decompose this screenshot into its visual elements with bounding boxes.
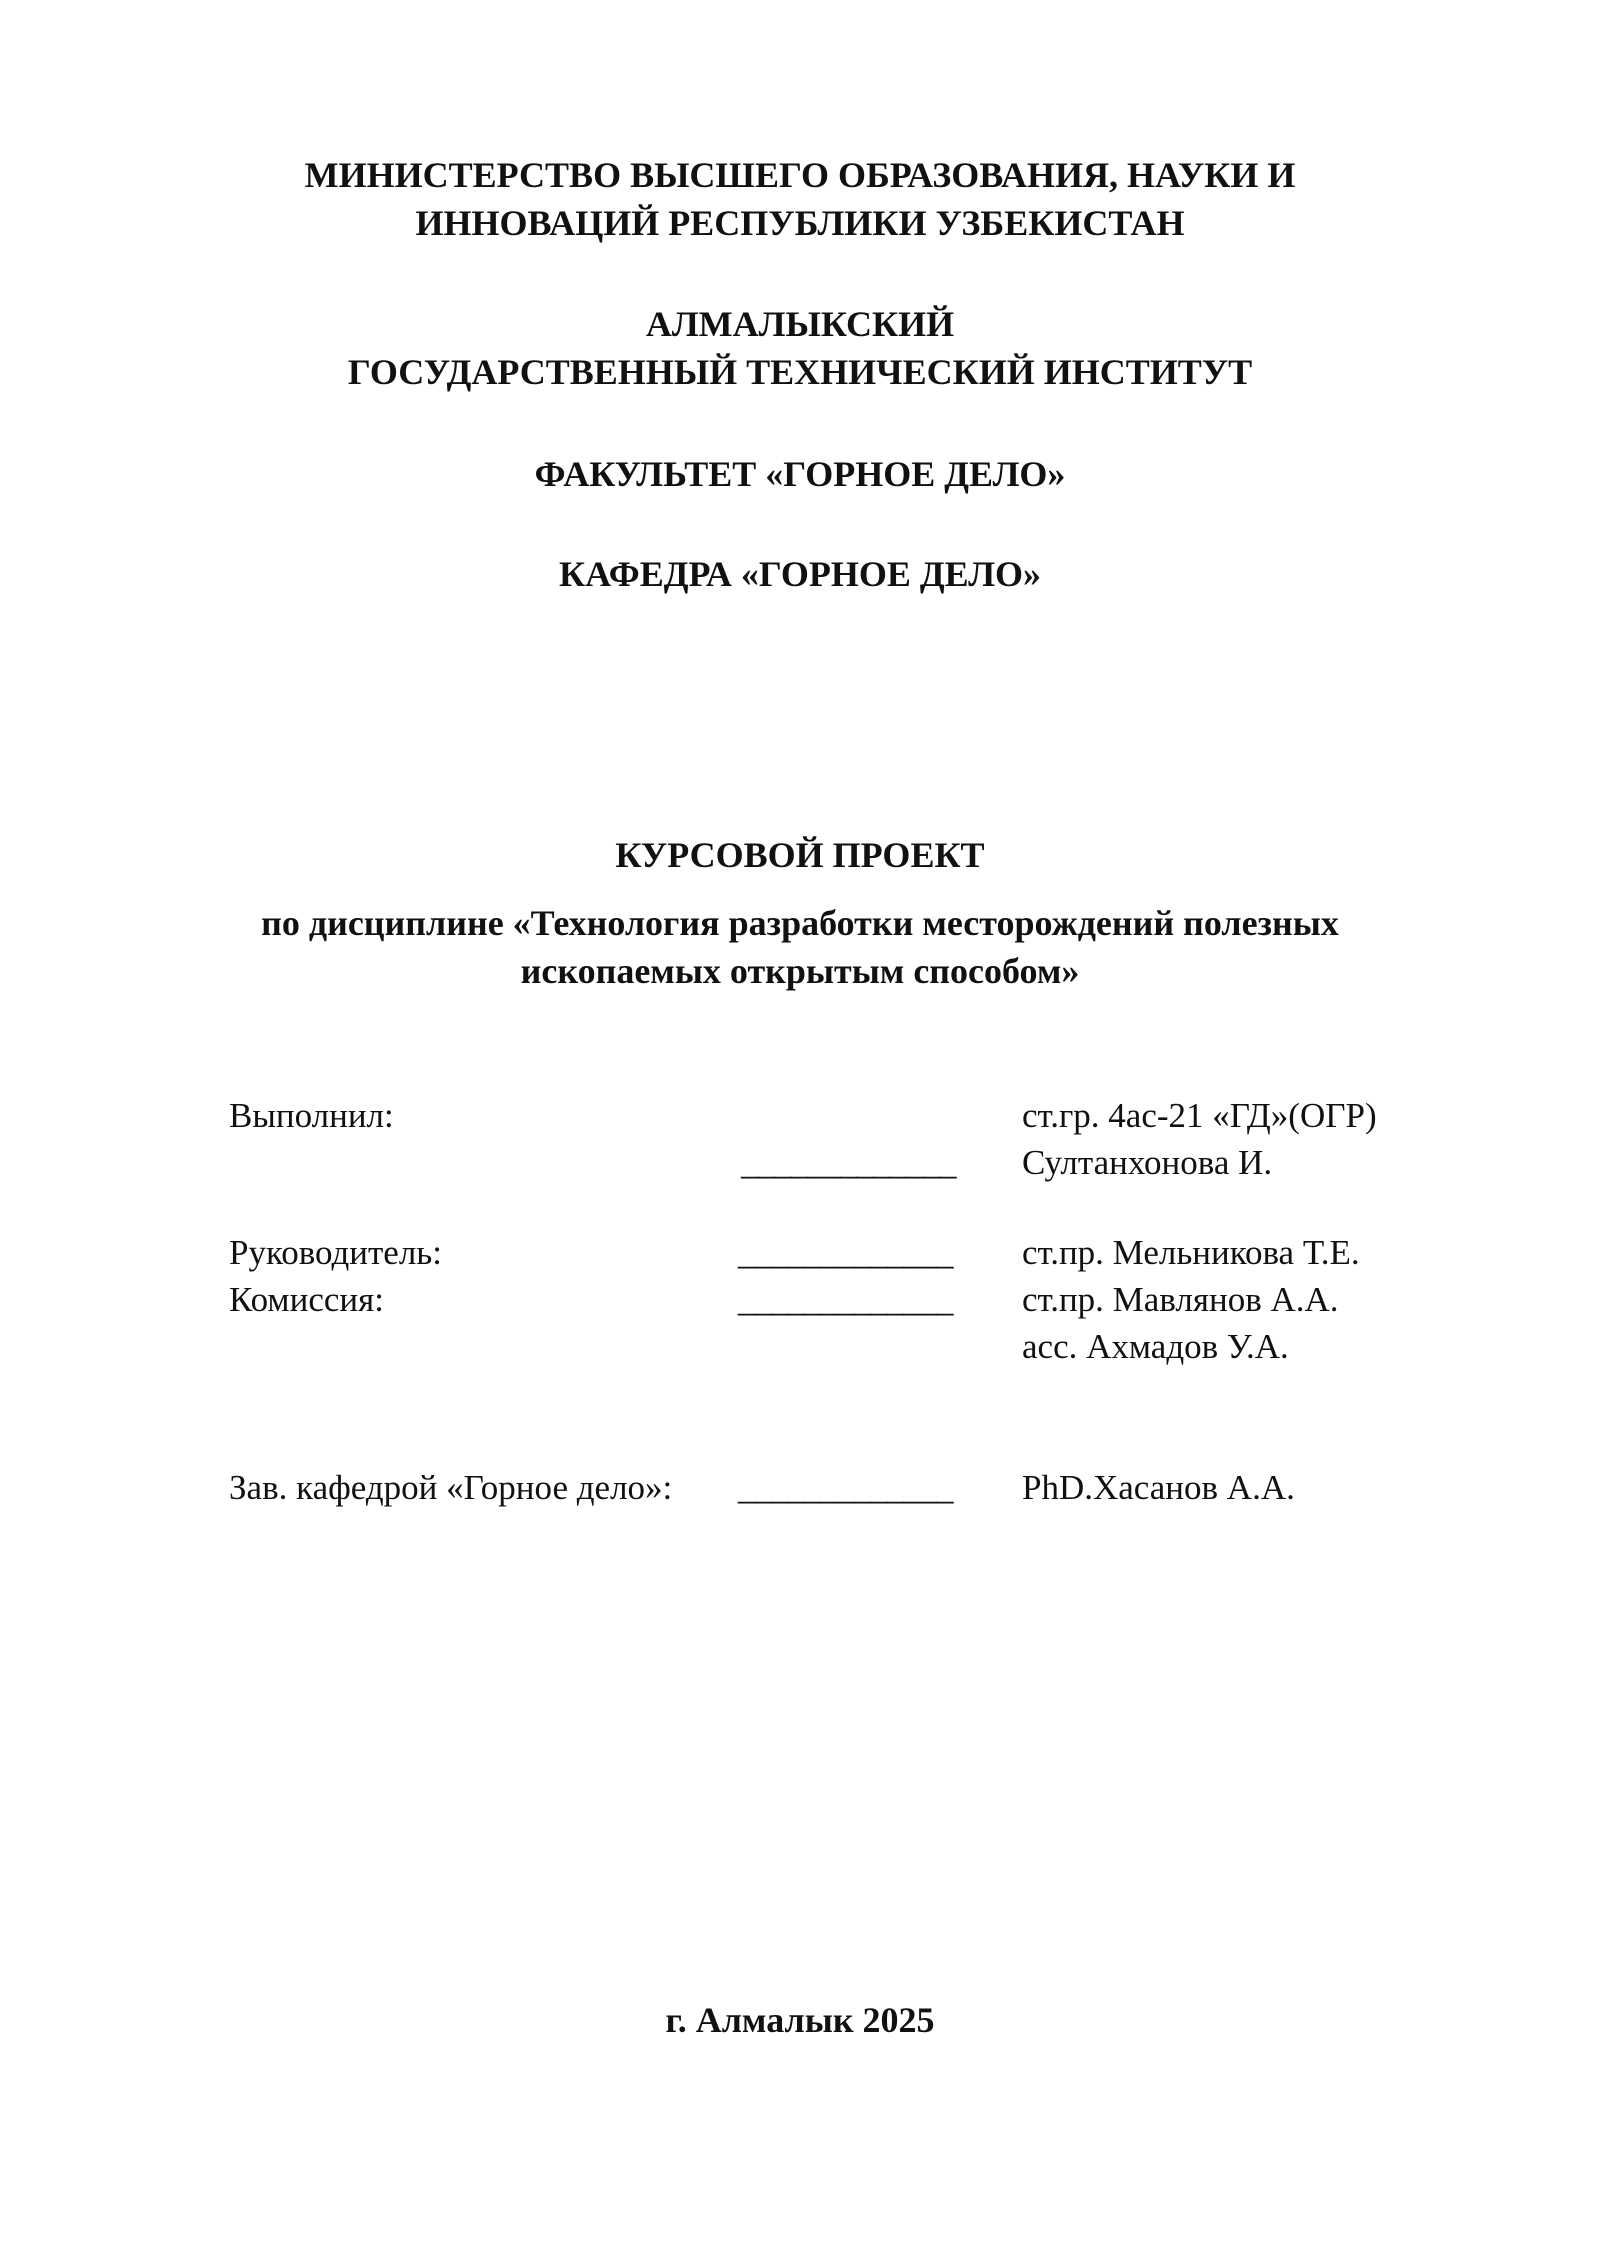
ministry-line-1: МИНИСТЕРСТВО ВЫСШЕГО ОБРАЗОВАНИЯ, НАУКИ И (304, 155, 1296, 195)
head-of-department-name: PhD.Хасанов А.А. (1022, 1468, 1295, 1507)
performer-label: Выполнил: (229, 1096, 394, 1135)
project-title-text: КУРСОВОЙ ПРОЕКТ (615, 835, 985, 875)
performer-name: Султанхонова И. (1022, 1143, 1273, 1182)
performer-group: ст.гр. 4ас-21 «ГД»(ОГР) (1022, 1096, 1377, 1135)
supervisor-label: Руководитель: (229, 1233, 442, 1272)
commission-signature-line: _____________ (738, 1280, 953, 1319)
institute-heading (0, 300, 1600, 396)
footer-city-year (0, 1996, 1600, 2044)
city-year-text: г. Алмалык 2025 (665, 2000, 935, 2040)
project-title (0, 831, 1600, 879)
ministry-heading (0, 151, 1600, 247)
commission-member-2: асс. Ахмадов У.А. (1022, 1327, 1289, 1366)
performer-signature-line: _____________ (741, 1143, 956, 1182)
faculty-heading (0, 450, 1600, 498)
commission-label: Комиссия: (229, 1280, 384, 1319)
head-of-department-label: Зав. кафедрой «Горное дело»: (229, 1468, 673, 1507)
discipline-line-2: ископаемых открытым способом» (520, 951, 1080, 991)
ministry-line-2: ИННОВАЦИЙ РЕСПУБЛИКИ УЗБЕКИСТАН (415, 203, 1185, 243)
discipline-block (0, 899, 1600, 995)
department-heading (0, 550, 1600, 598)
head-signature-line: _____________ (738, 1468, 953, 1507)
discipline-line-1: по дисциплине «Технология разработки месторождений полезных (261, 903, 1339, 943)
supervisor-signature-line: _____________ (738, 1233, 953, 1272)
department-name: КАФЕДРА «ГОРНОЕ ДЕЛО» (558, 554, 1042, 594)
institute-line-1: АЛМАЛЫКСКИЙ (645, 304, 955, 344)
supervisor-name: ст.пр. Мельникова Т.Е. (1022, 1233, 1360, 1272)
faculty-name: ФАКУЛЬТЕТ «ГОРНОЕ ДЕЛО» (534, 454, 1066, 494)
institute-line-2: ГОСУДАРСТВЕННЫЙ ТЕХНИЧЕСКИЙ ИНСТИТУТ (347, 352, 1253, 392)
commission-member-1: ст.пр. Мавлянов А.А. (1022, 1280, 1339, 1319)
